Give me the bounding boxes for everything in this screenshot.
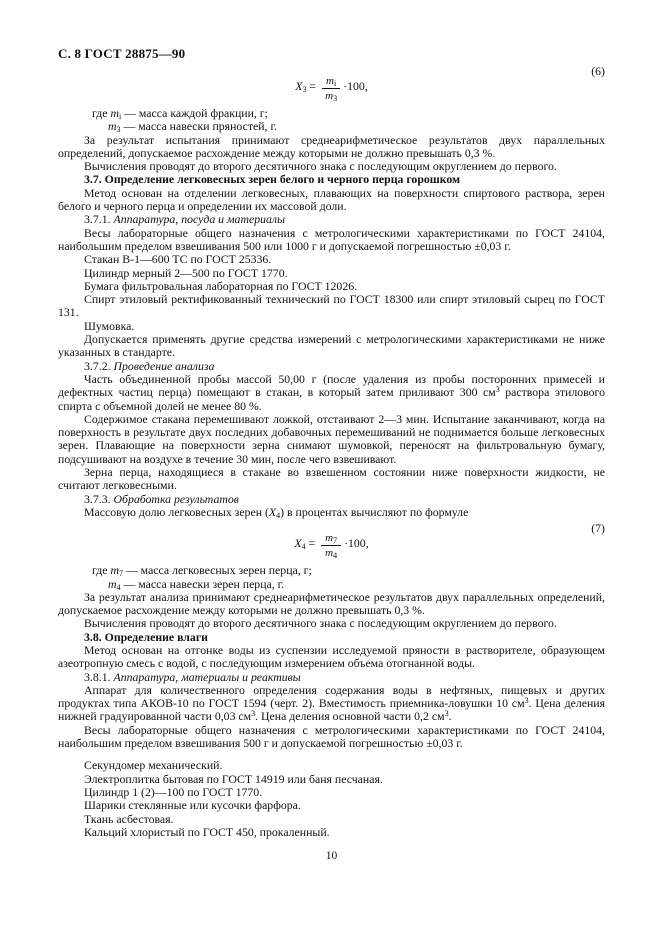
where-definitions (58, 564, 605, 591)
paragraph: Допускается применять другие средства измерений с метрологическими характеристиками не ниже указанных в стандарте. (58, 332, 605, 360)
paragraph: Бумага фильтровальная лабораторная по ГОСТ 12026. (84, 278, 358, 293)
paragraph: Массовую долю легковесных зерен $(X_4)$ в процентах вычисляют по формуле (84, 504, 469, 520)
where-definitions (58, 107, 605, 134)
paragraph: Метод основан на отделении легковесных, плавающих на поверхности спиртового раствора, зерен белого и черного перца и определении их массовой доли. (58, 185, 605, 214)
paragraph: Спирт этиловый ректификованный технический по ГОСТ 18300 или спирт этиловый сырец по ГОСТ 131. (58, 292, 605, 320)
paragraph: Аппарат для количественного определения содержания воды в нефтяных, пищевых и других продуктах типа АКОВ-10 по ГОСТ 1594 (черт. 2). Вместимость приемника-ловушки 10 $см^3$. Цена деления нижней градуированной части 0,03 $см^3$. Цена деления основной части 0,2 $см^3$. (58, 682, 605, 724)
where-line: $m_3$ — масса навески пряностей, г. (108, 119, 277, 135)
section-heading: 3.8. Определение влаги (84, 629, 208, 644)
paragraph: Вычисления проводят до второго десятичного знака с последующим округлением до первого. (84, 159, 557, 174)
paragraph: Цилиндр 1 (2)—100 по ГОСТ 1770. (84, 784, 263, 799)
page-header: С. 8 ГОСТ 28875—90 (58, 46, 186, 61)
paragraph: Вычисления проводят до второго десятичного знака с последующим округлением до первого. (84, 616, 557, 631)
paragraph: За результат испытания принимают среднеарифметическое результатов двух параллельных определений, допускаемое расхождение между которыми не должно превышать 0,3 %. (58, 132, 605, 160)
equation: $X_3$ = $\frac{m_i}{m_3}$ ·100, (295, 75, 368, 103)
paragraph: За результат анализа принимают среднеарифметическое результатов двух параллельных определений, допускаемое расхождение между которыми не должно превышать 0,3 %. (58, 589, 605, 618)
fraction: $\frac{m_i}{m_3}$ (322, 75, 340, 102)
paragraph: 3.8.1. Аппаратура, материалы и реактивы (84, 669, 301, 684)
document-body (58, 64, 605, 839)
paragraph: Цилиндр мерный 2—500 по ГОСТ 1770. (84, 265, 288, 280)
paragraph: Зерна перца, находящиеся в стакане во взвешенном состоянии ниже поверхности жидкости, не считают легковесными. (58, 465, 605, 493)
where-line: где $m_7$ — масса легковесных зерен перца, г; (92, 563, 312, 579)
paragraph: Стакан В-1—600 ТС по ГОСТ 25336. (84, 252, 272, 267)
section-heading: 3.7. Определение легковесных зерен белого и черного перца горошком (84, 172, 461, 187)
formula-7 (58, 521, 605, 561)
page-number: 10 (325, 850, 338, 863)
paragraph: Секундомер механический. (84, 758, 223, 773)
paragraph: 3.7.2. Проведение анализа (84, 358, 215, 373)
equation-number: (7) (591, 521, 605, 536)
paragraph: Ткань асбестовая. (84, 811, 174, 826)
paragraph: Электроплитка бытовая по ГОСТ 14919 или баня песчаная. (84, 771, 383, 786)
paragraph: Шарики стеклянные или кусочки фарфора. (84, 798, 301, 813)
paragraph: Кальций хлористый по ГОСТ 450, прокаленный. (84, 824, 330, 839)
paragraph: Часть объединенной пробы массой 50,00 г (после удаления из пробы посторонних примесей и дефектных частиц перца) помещают в стакан, в который затем приливают 300 $см^3$ раствора этилового спирта с объемной долей не менее 80 %. (58, 371, 605, 413)
paragraph: Шумовка. (84, 318, 135, 333)
where-line: $m_4$ — масса навески зерен перца, г. (108, 576, 285, 592)
paragraph: Содержимое стакана перемешивают ложкой, отстаивают 2—3 мин. Испытание заканчивают, когда на поверхность в результате двух последних добавочных перемешиваний не поднимается больше легковесных зерен. Плавающие на поверхности зерна снимают шумовкой, переносят на фильтровальную бумагу, подсушивают на воздухе в течение 30 мин, после чего взвешивают. (58, 411, 605, 466)
paragraph: 3.7.3. Обработка результатов (84, 491, 239, 506)
equation: $X_4$ = $\frac{m_7}{m_4}$ ·100, (294, 532, 369, 561)
fraction: $\frac{m_7}{m_4}$ (321, 532, 341, 559)
equation-number: (6) (591, 64, 605, 78)
paragraph: Весы лабораторные общего назначения с метрологическими характеристиками по ГОСТ 24104, наибольшим пределом взвешивания 500 г и допускаемой погрешностью ±0,03 г. (58, 722, 605, 751)
paragraph: Весы лабораторные общего назначения с метрологическими характеристиками по ГОСТ 24104, наибольшим пределом взвешивания 500 или 1000 г и допускаемой погрешностью ±0,03 г. (58, 225, 605, 253)
paragraph: Метод основан на отгонке воды из суспензии исследуемой пряности в растворителе, образующем азеотропную смесь с водой, с последующим измерением объема отогнанной воды. (58, 642, 605, 671)
paragraph: 3.7.1. Аппаратура, посуда и материалы (84, 212, 286, 227)
where-line: где $m_i$ — масса каждой фракции, г; (92, 106, 268, 121)
formula-6 (58, 64, 605, 103)
